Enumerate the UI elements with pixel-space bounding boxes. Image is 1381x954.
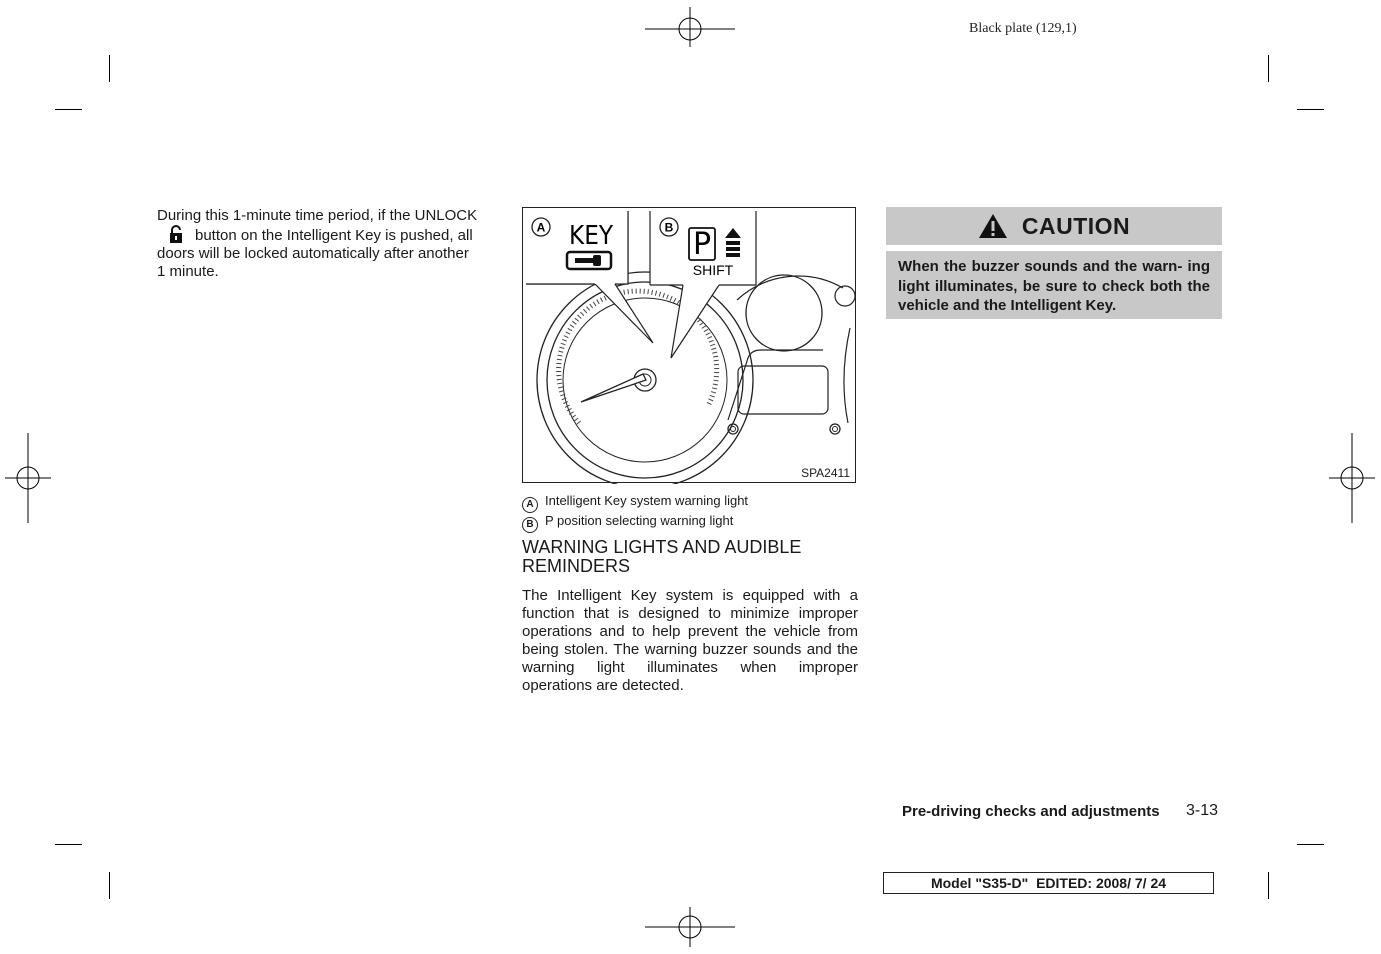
registration-mark-bottom: [645, 907, 735, 947]
registration-mark-left: [5, 433, 51, 523]
instrument-cluster-figure: [522, 207, 856, 483]
figure-code: SPA2411: [801, 466, 850, 480]
unlock-icon: [167, 225, 185, 243]
crop-mark: [55, 109, 82, 110]
model-prefix: Model: [930, 875, 976, 891]
p-position-label: P: [692, 227, 712, 262]
footer-page-number: 3-13: [1186, 802, 1219, 819]
crop-mark: [1297, 844, 1324, 845]
marker-a-label: A: [536, 220, 546, 235]
intro-line-4: 1 minute.: [157, 263, 219, 280]
shift-label: SHIFT: [692, 262, 734, 278]
crop-mark: [109, 55, 110, 82]
caution-title: CAUTION: [1021, 212, 1131, 239]
crop-mark: [1297, 109, 1324, 110]
marker-b-label: B: [664, 220, 674, 235]
plate-label: Black plate (129,1): [969, 21, 1077, 36]
footer-section-title: Pre-driving checks and adjustments: [902, 803, 1160, 820]
intro-line-2: [157, 225, 494, 245]
intro-line-1: During this 1-minute time period, if the UNLOCK: [157, 207, 478, 224]
intro-line-3: doors will be locked automatically after another: [157, 245, 469, 262]
intro-paragraph: [157, 207, 494, 281]
legend-text-a: Intelligent Key system warning light: [545, 493, 749, 508]
crop-mark: [1268, 55, 1269, 82]
model-edited-box: [883, 872, 1214, 894]
section-heading-line-2: REMINDERS: [522, 556, 631, 576]
warning-triangle-icon: [978, 213, 1008, 239]
registration-mark-right: [1329, 433, 1375, 523]
section-heading: [522, 538, 858, 576]
legend-item-b: [522, 511, 858, 533]
caution-header: [886, 207, 1222, 245]
speedometer-gauge: [537, 272, 753, 484]
instrument-cluster-illustration: [523, 208, 857, 484]
section-body: The Intelligent Key system is equipped with a function that is designed to minimize improper operations and to help prevent the vehicle from being stolen. The warning buzzer sounds and the warning light illuminates when improper operations are detected.: [522, 587, 858, 694]
section-heading-line-1: WARNING LIGHTS AND AUDIBLE: [522, 537, 802, 557]
legend-text-b: P position selecting warning light: [545, 513, 734, 528]
callout-a: [526, 211, 653, 343]
crop-mark: [109, 872, 110, 899]
right-gauges: [728, 275, 855, 434]
intro-line-2-text: button on the Intelligent Key is pushed, all: [195, 227, 473, 244]
caution-text: When the buzzer sounds and the warn- ing light illuminates, be sure to check both the vehicle and the Intelligent Key.: [886, 251, 1222, 319]
crop-mark: [55, 844, 82, 845]
legend-item-a: [522, 491, 858, 513]
crop-mark: [1268, 872, 1269, 899]
edited-date: EDITED: 2008/ 7/ 24: [1036, 875, 1167, 891]
callout-b: [650, 211, 756, 358]
legend-marker-b: B: [522, 517, 538, 533]
key-warning-label: KEY: [569, 221, 614, 251]
registration-mark-top: [645, 7, 735, 47]
model-name: "S35-D": [975, 875, 1029, 891]
legend-marker-a: A: [522, 497, 538, 513]
